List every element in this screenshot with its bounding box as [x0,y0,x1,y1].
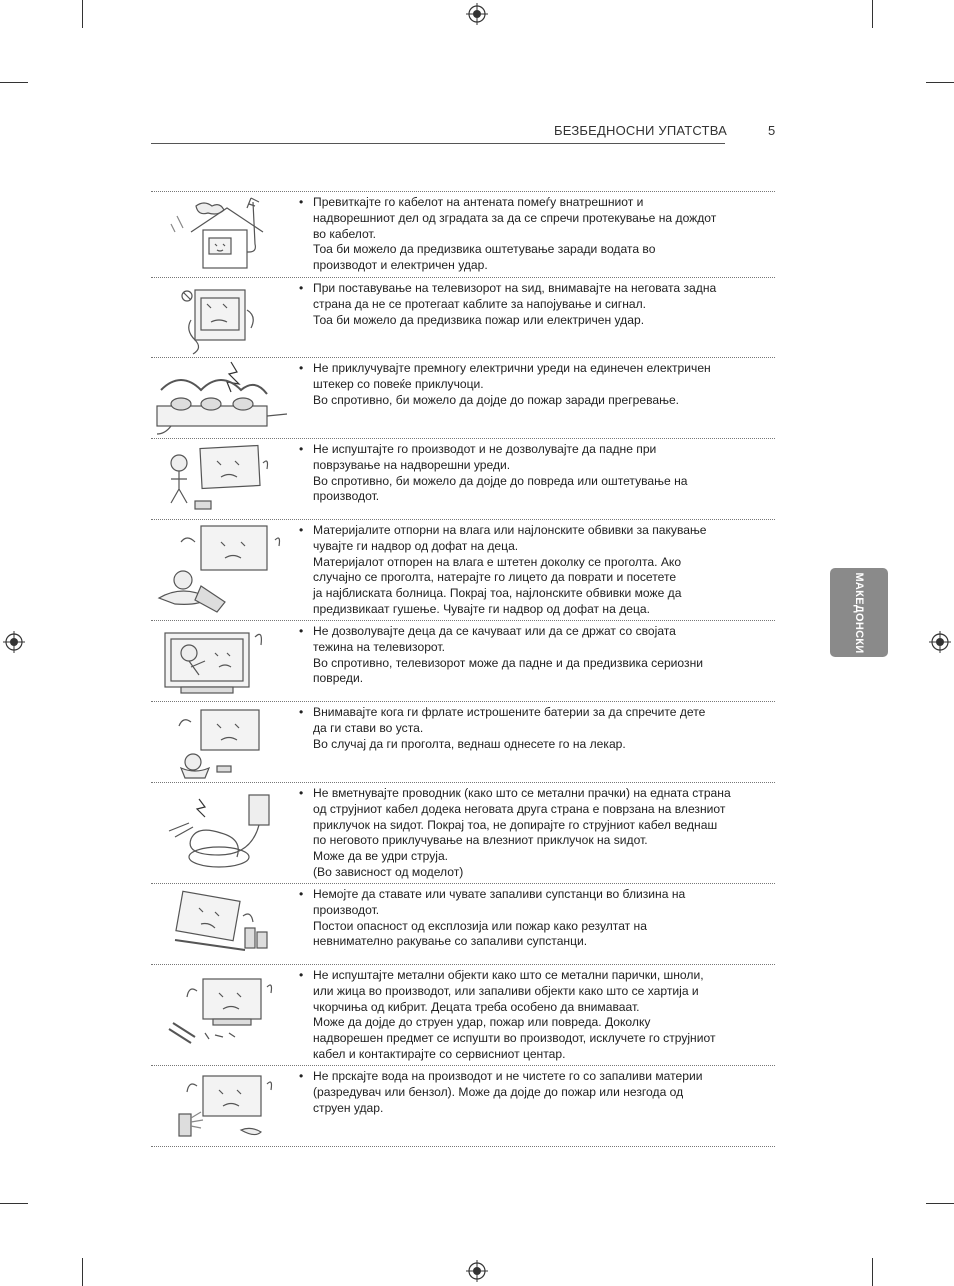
text-line: Превиткајте го кабелот на антената помеѓу внатрешниот и [313,195,644,209]
text-line: Не дозволувајте деца да се качуваат или да се држат со својата [313,624,676,638]
item-text [299,968,758,1063]
safety-item [151,965,775,1066]
bullet: • [299,361,304,375]
text-line: поврзување на надворешни уреди. [313,457,511,472]
text-line: чувајте ги надвор од дофат на деца. [313,538,519,553]
crop-mark [82,1258,83,1286]
item-text [299,361,758,408]
section-title: БЕЗБЕДНОСНИ УПАТСТВА [554,123,728,138]
illustration [151,623,289,700]
crop-mark [82,0,83,28]
item-text [299,523,758,618]
registration-mark-icon [466,1260,488,1282]
bullet: • [299,786,304,800]
bullet: • [299,624,304,638]
text-line: случајно се проголта, натерајте го лицето да поврати и посетете [313,570,677,585]
item-text [299,281,758,328]
safety-instructions-list [151,191,775,1147]
bullet: • [299,1069,304,1083]
item-text [299,887,758,950]
bullet: • [299,523,304,537]
power-strip-overload-icon [151,360,289,437]
safety-item [151,783,775,884]
text-line: Не прскајте вода на производот и не чистете го со запаливи материи [313,1069,703,1083]
text-line: да ги стави во уста. [313,720,424,735]
crop-mark [872,1258,873,1286]
text-line: невнимателно ракување со запаливи супстанци. [313,934,588,949]
text-line: При поставување на телевизорот на ѕид, внимавајте на неговата задна [313,281,717,295]
bullet: • [299,281,304,295]
safety-item [151,278,775,358]
text-line: Тоа би можело да предизвика пожар или електричен удар. [313,312,645,327]
text-line: или жица во производот, или запаливи објекти како што се хартија и [313,983,699,998]
text-line: Немојте да ставате или чувате запаливи супстанци во близина на [313,887,686,901]
illustration [151,280,289,356]
item-text [299,195,758,274]
illustration [151,886,289,963]
spray-water-tv-icon [151,1068,289,1145]
bullet: • [299,195,304,209]
illustration [151,441,289,518]
text-line: Не испуштајте го производот и не дозволувајте да падне при [313,442,657,456]
item-text [299,442,758,505]
page-number: 5 [768,123,776,138]
text-line: чкорчиња од кибрит. Децата треба особено да внимаваат. [313,999,640,1014]
cable-hairpin-socket-icon [151,785,289,882]
illustration [151,522,289,619]
text-line: производот. [313,902,380,917]
text-line: Може да дојде до струен удар, пожар или повреда. Доколку [313,1015,651,1030]
text-line: Постои опасност од експлозија или пожар како резултат на [313,918,647,933]
registration-mark-icon [929,631,951,653]
bullet: • [299,968,304,982]
battery-child-icon [151,704,289,781]
text-line: Материјалот отпорен на влага е штетен доколку се проголта. Ако [313,554,682,569]
illustration [151,967,289,1064]
plastic-bag-child-icon [151,522,289,619]
registration-mark-icon [3,631,25,653]
text-line: струен удар. [313,1100,384,1115]
safety-item [151,358,775,439]
text-line: Внимавајте кога ги фрлате истрошените батерии за да спречите дете [313,705,706,719]
text-line: надворешен предмет се испушти во производот, исклучете го струјниот [313,1031,716,1046]
wall-mount-cables-icon [151,280,289,356]
text-line: надворешниот дел од зградата за да се спречи протекување на дождот [313,210,717,225]
crop-mark [926,82,954,83]
safety-item [151,1066,775,1147]
safety-item [151,520,775,621]
text-line: од струјниот кабел додека неговата друга страна е поврзана на влезниот [313,801,726,816]
text-line: Може да ве удри струја. [313,849,449,864]
header-divider [151,143,725,144]
registration-mark-icon [466,3,488,25]
illustration [151,194,289,276]
text-line: производот и електричен удар. [313,258,488,273]
text-line: производот. [313,489,380,504]
flammable-substances-icon [151,886,289,963]
language-label: МАКЕДОНСКИ [853,571,865,654]
text-line: приклучок на ѕидот. Покрај тоа, не допирајте го струјниот кабел веднаш [313,817,718,832]
safety-item [151,884,775,965]
text-line: по неговото приклучување на влезниот приклучок на ѕидот. [313,833,648,848]
text-line: ја најблиската болница. Покрај тоа, најлонските обвивки може да [313,586,682,601]
crop-mark [0,82,28,83]
text-line: (разредувач или бензол). Може да дојде до пожар или незгода од [313,1084,684,1099]
text-line: во кабелот. [313,226,376,241]
child-climbing-tv-icon [151,623,289,700]
text-line: Во спротивно, би можело да дојде до пожар заради прегревање. [313,392,680,407]
text-line: Не вметнувајте проводник (како што се метални прачки) на едната страна [313,786,731,800]
illustration [151,1068,289,1145]
text-line: штекер со повеќе приклучоци. [313,376,484,391]
text-line: Не приклучувајте премногу електрични уреди на единечен електричен [313,361,711,375]
text-line: Во спротивно, би можело да дојде до повреда или оштетување на [313,473,688,488]
tv-falling-child-icon [151,441,289,518]
text-line: (Во зависност од моделот) [313,864,464,879]
text-line: Материјалите отпорни на влага или најлонските обвивки за пакување [313,523,707,537]
text-line: повреди. [313,671,364,686]
item-text [299,1069,758,1116]
item-text [299,705,758,752]
crop-mark [926,1203,954,1204]
metal-objects-tv-icon [151,967,289,1064]
safety-item [151,439,775,520]
text-line: Тоа би можело да предизвика оштетување заради водата во [313,242,656,257]
illustration [151,360,289,437]
text-line: Во спротивно, телевизорот може да падне и да предизвика сериозни [313,655,704,670]
bullet: • [299,887,304,901]
text-line: Не испуштајте метални објекти како што се метални парички, шноли, [313,968,704,982]
illustration [151,785,289,882]
text-line: Во случај да ги проголта, веднаш однесете го на лекар. [313,736,626,751]
text-line: кабел и контактирајте со сервисниот центар. [313,1046,566,1061]
bullet: • [299,442,304,456]
item-text [299,624,758,687]
item-text [299,786,758,881]
language-side-tab [830,568,888,657]
safety-item [151,621,775,702]
text-line: страна да не се протегаат каблите за напојување и сигнал. [313,296,647,311]
safety-item [151,702,775,783]
safety-item [151,192,775,278]
bullet: • [299,705,304,719]
illustration [151,704,289,781]
text-line: предизвикаат гушење. Чувајте ги надвор од дофат на деца. [313,601,650,616]
crop-mark [0,1203,28,1204]
text-line: тежина на телевизорот. [313,639,445,654]
crop-mark [872,0,873,28]
antenna-house-icon [151,194,289,276]
